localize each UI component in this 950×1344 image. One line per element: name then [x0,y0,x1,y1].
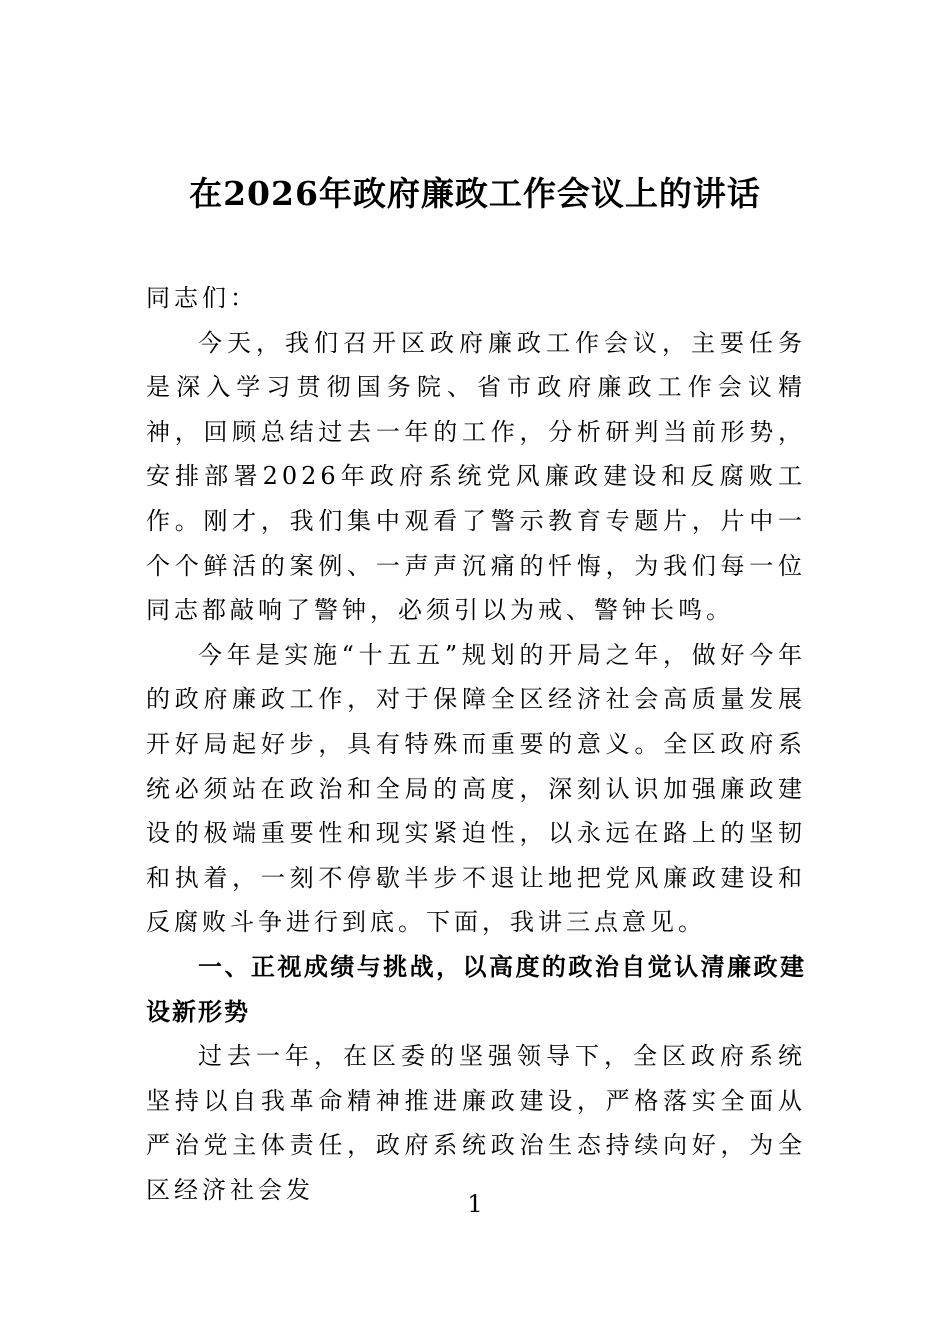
section-heading-one: 一、正视成绩与挑战，以高度的政治自觉认清廉政建设新形势 [146,952,806,1026]
paragraph-opening: 今天，我们召开区政府廉政工作会议，主要任务是深入学习贯彻国务院、省市政府廉政工作会议精神，回顾总结过去一年的工作，分析研判当前形势，安排部署2026年政府系统党风廉政建设和反腐败工作。刚才，我们集中观看了警示教育专题片，片中一个个鲜活的案例、一声声沉痛的忏悔，为我们每一位同志都敲响了警钟，必须引以为戒、警钟长鸣。 [146,328,806,625]
paragraph-review: 过去一年，在区委的坚强领导下，全区政府系统坚持以自我革命精神推进廉政建设，严格落实全面从严治党主体责任，政府系统政治生态持续向好，为全区经济社会发 [146,1042,806,1204]
document-body [146,276,806,1212]
salutation: 同志们： [146,284,258,312]
paragraph-significance: 今年是实施“十五五”规划的开局之年，做好今年的政府廉政工作，对于保障全区经济社会高质量发展开好局起好步，具有特殊而重要的意义。全区政府系统必须站在政治和全局的高度，深刻认识加强廉政建设的极端重要性和现实紧迫性，以永远在路上的坚韧和执着，一刻不停歇半步不退让地把党风廉政建设和反腐败斗争进行到底。下面，我讲三点意见。 [146,640,806,937]
document-title: 在2026年政府廉政工作会议上的讲话 [189,174,761,213]
page-number: 1 [467,1190,483,1218]
